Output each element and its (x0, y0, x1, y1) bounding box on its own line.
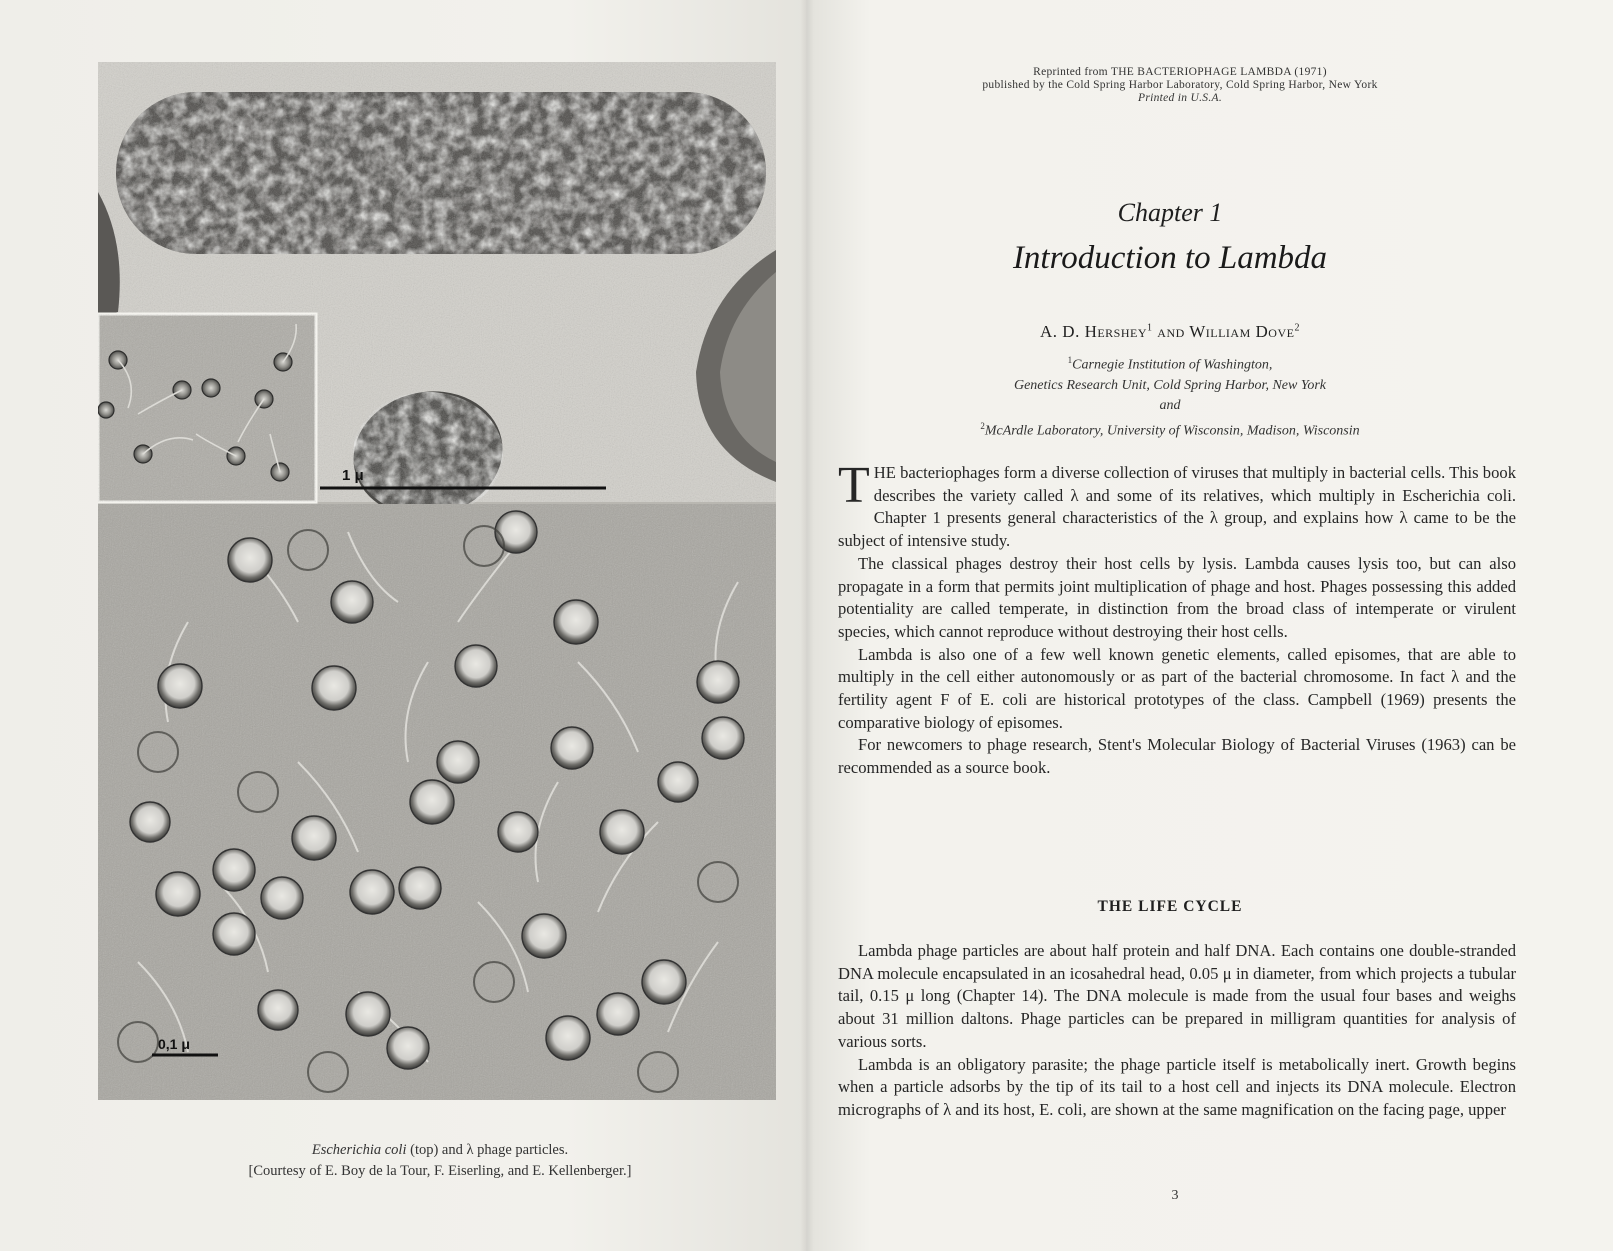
author-line (900, 322, 1440, 342)
reprint-line1: Reprinted from THE BACTERIOPHAGE LAMBDA (1971) (1033, 66, 1327, 78)
author-hershey: A. D. Hershey (1040, 322, 1148, 341)
affil2-mark: 2 (980, 420, 985, 431)
affil1-line1: Carnegie Institution of Washington, (1072, 357, 1273, 373)
scale-bar-bottom-label: 0,1 μ (158, 1036, 190, 1052)
caption-credit: [Courtesy of E. Boy de la Tour, F. Eiserling, and E. Kellenberger.] (248, 1163, 632, 1179)
drop-cap: T (838, 457, 870, 514)
intro-paragraph-4: For newcomers to phage research, Stent's Molecular Biology of Bacterial Viruses (1963) can be recommended as a source book. (838, 735, 1516, 778)
life-cycle-section (838, 940, 1516, 1122)
section-heading: THE LIFE CYCLE (1097, 898, 1243, 915)
life-cycle-paragraph-1: Lambda phage particles are about half protein and half DNA. Each contains one double-stranded DNA molecule encapsulated in an icosahedral head, 0.05 μ in diameter, from which projects a tubular tail, 0.15 μ long (Chapter 14). The DNA molecule is made from the usual four bases and weighs about 31 million daltons. Phage particles can be prepared in milligram quantities for analysis of various sorts. (838, 941, 1516, 1051)
reprint-note (900, 66, 1460, 105)
scale-bar-top-label: 1 μ (342, 467, 364, 484)
caption-line1-rest: (top) and λ phage particles. (406, 1142, 569, 1158)
author-joiner: and (1152, 322, 1190, 341)
author2-footnote: 2 (1294, 322, 1300, 334)
reprint-line2: published by the Cold Spring Harbor Laboratory, Cold Spring Harbor, New York (982, 79, 1378, 91)
micrograph-image (98, 62, 776, 1100)
chapter-number: Chapter 1 (1117, 198, 1223, 227)
affil1-line2: Genetics Research Unit, Cold Spring Harbor, New York (1013, 377, 1326, 393)
intro-section (838, 457, 1516, 780)
chapter-title: Introduction to Lambda (1012, 240, 1328, 276)
affil1-mark: 1 (1067, 355, 1073, 365)
affil-and: and (1159, 397, 1181, 413)
caption-species: Escherichia coli (311, 1142, 407, 1158)
author-dove: William Dove (1189, 322, 1295, 341)
figure-caption (140, 1140, 740, 1182)
left-page (0, 0, 806, 1251)
author1-footnote: 1 (1147, 322, 1153, 334)
electron-micrograph-figure (98, 62, 776, 1100)
intro-paragraph-3: Lambda is also one of a few well known genetic elements, called episomes, that are able to multiply in the cell either autonomously or as part of the bacterial chromosome. In fact λ and the fertility agent F of E. coli are historical prototypes of the class. Campbell (1969) presents the comparative biology of episomes. (838, 644, 1516, 732)
intro-paragraph-1-text: HE bacteriophages form a diverse collection of viruses that multiply in bacterial cells. This book describes the variety called λ and some of its relatives, which multiply in Escherichia coli. Chapter 1 presents general characteristics of the λ group, and explains how λ came to be the subject of intensive study. (838, 463, 1516, 551)
intro-paragraph-2: The classical phages destroy their host cells by lysis. Lambda causes lysis too, but can also propagate in a form that permits joint multiplication of phage and host. Phages possessing this added potentiality are called temperate, in distinction from the broad class of intemperate or virulent species, which cannot reproduce without destroying their host cells. (838, 553, 1516, 641)
affil2-line: McArdle Laboratory, University of Wisconsin, Madison, Wisconsin (984, 423, 1360, 439)
intro-paragraph-1 (838, 457, 1516, 553)
affiliation-block (880, 350, 1460, 441)
life-cycle-paragraph-2: Lambda is an obligatory parasite; the phage particle itself is metabolically inert. Growth begins when a particle adsorbs by the tip of its tail to a host cell and injects its DNA molecule. Electron micrographs of λ and its host, E. coli, are shown at the same magnification on the facing page, upper (838, 1054, 1516, 1119)
reprint-line3: Printed in U.S.A. (1138, 92, 1222, 104)
book-gutter (800, 0, 814, 1251)
page-number: 3 (1171, 1188, 1179, 1203)
